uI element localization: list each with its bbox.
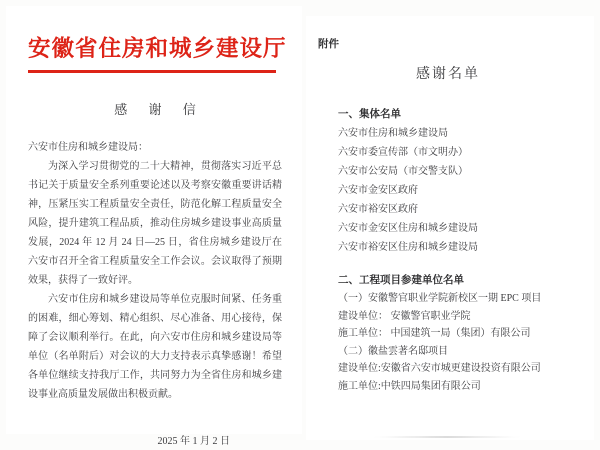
list-item: （一）安徽警官职业学院新校区一期 EPC 项目 [338,293,542,304]
list-item: 六安市金安区政府 [338,185,418,196]
agency-masthead: 安徽省住房和城乡建设厅 [28,36,287,61]
list-item: （二）徽盐雲著名邸项目 [338,345,448,357]
attachment-page [306,16,594,440]
section-heading: 一、集体名单 [338,109,401,120]
attachment-title: 感谢名单 [416,67,480,82]
list-item: 建设单位： 安徽警官职业学院 [338,310,471,322]
list-item: 施工单位:中铁四局集团有限公司 [338,380,481,392]
list-item: 六安市裕安区住房和城乡建设局 [338,242,478,253]
list-item: 六安市委宣传部（市文明办） [338,147,468,158]
project-units-section [338,271,578,395]
letter-date: 2025 年 1 月 2 日 [157,435,230,447]
letter-title: 感 谢 信 [114,101,205,117]
list-item: 施工单位： 中国建筑一局（集团）有限公司 [338,328,531,339]
list-item: 六安市金安区住房和城乡建设局 [338,223,478,234]
letter-paragraph: 六安市住房和城乡建设局等单位克服时间紧、任务重的困难，细心筹划、精心组织、尽心准备、用心接待，保障了会议顺利举行。在此，向六安市住房和城乡建设局等单位（名单附后）对会议的大力支持表示真挚感谢！希望各单位继续支持我厅工作，共同努力为全省住房和城乡建设事业高质量发展做出积极贡献。 [28,293,282,400]
letter-page [6,6,302,447]
letter-body [28,138,282,404]
attachment-label: 附件 [318,39,339,50]
masthead-red-rule [28,70,276,73]
page-bottom-edge-shadow [372,436,522,438]
list-item: 建设单位:安徽省六安市城更建设投资有限公司 [338,363,541,374]
section-heading: 二、工程项目参建单位名单 [338,275,464,286]
letter-paragraph: 为深入学习贯彻党的二十大精神，贯彻落实习近平总书记关于质量安全系列重要论述以及考察安徽重要讲话精神，压紧压实工程质量安全责任，防范化解工程质量安全风险，提升建筑工程品质，推动住房城乡建设事业高质量发展，2024 年 12 月 24 日—25 日，省住房城乡建设厅在六安市召开全省工程质量安全工作会议。会议取得了预期效果，获得了一致好评。 [28,160,282,286]
list-item: 六安市公安局（市交警支队） [338,166,468,177]
list-item: 六安市住房和城乡建设局 [338,128,448,139]
collective-list-section [338,105,578,257]
letter-salutation: 六安市住房和城乡建设局： [28,141,148,153]
list-item: 六安市裕安区政府 [338,204,418,215]
